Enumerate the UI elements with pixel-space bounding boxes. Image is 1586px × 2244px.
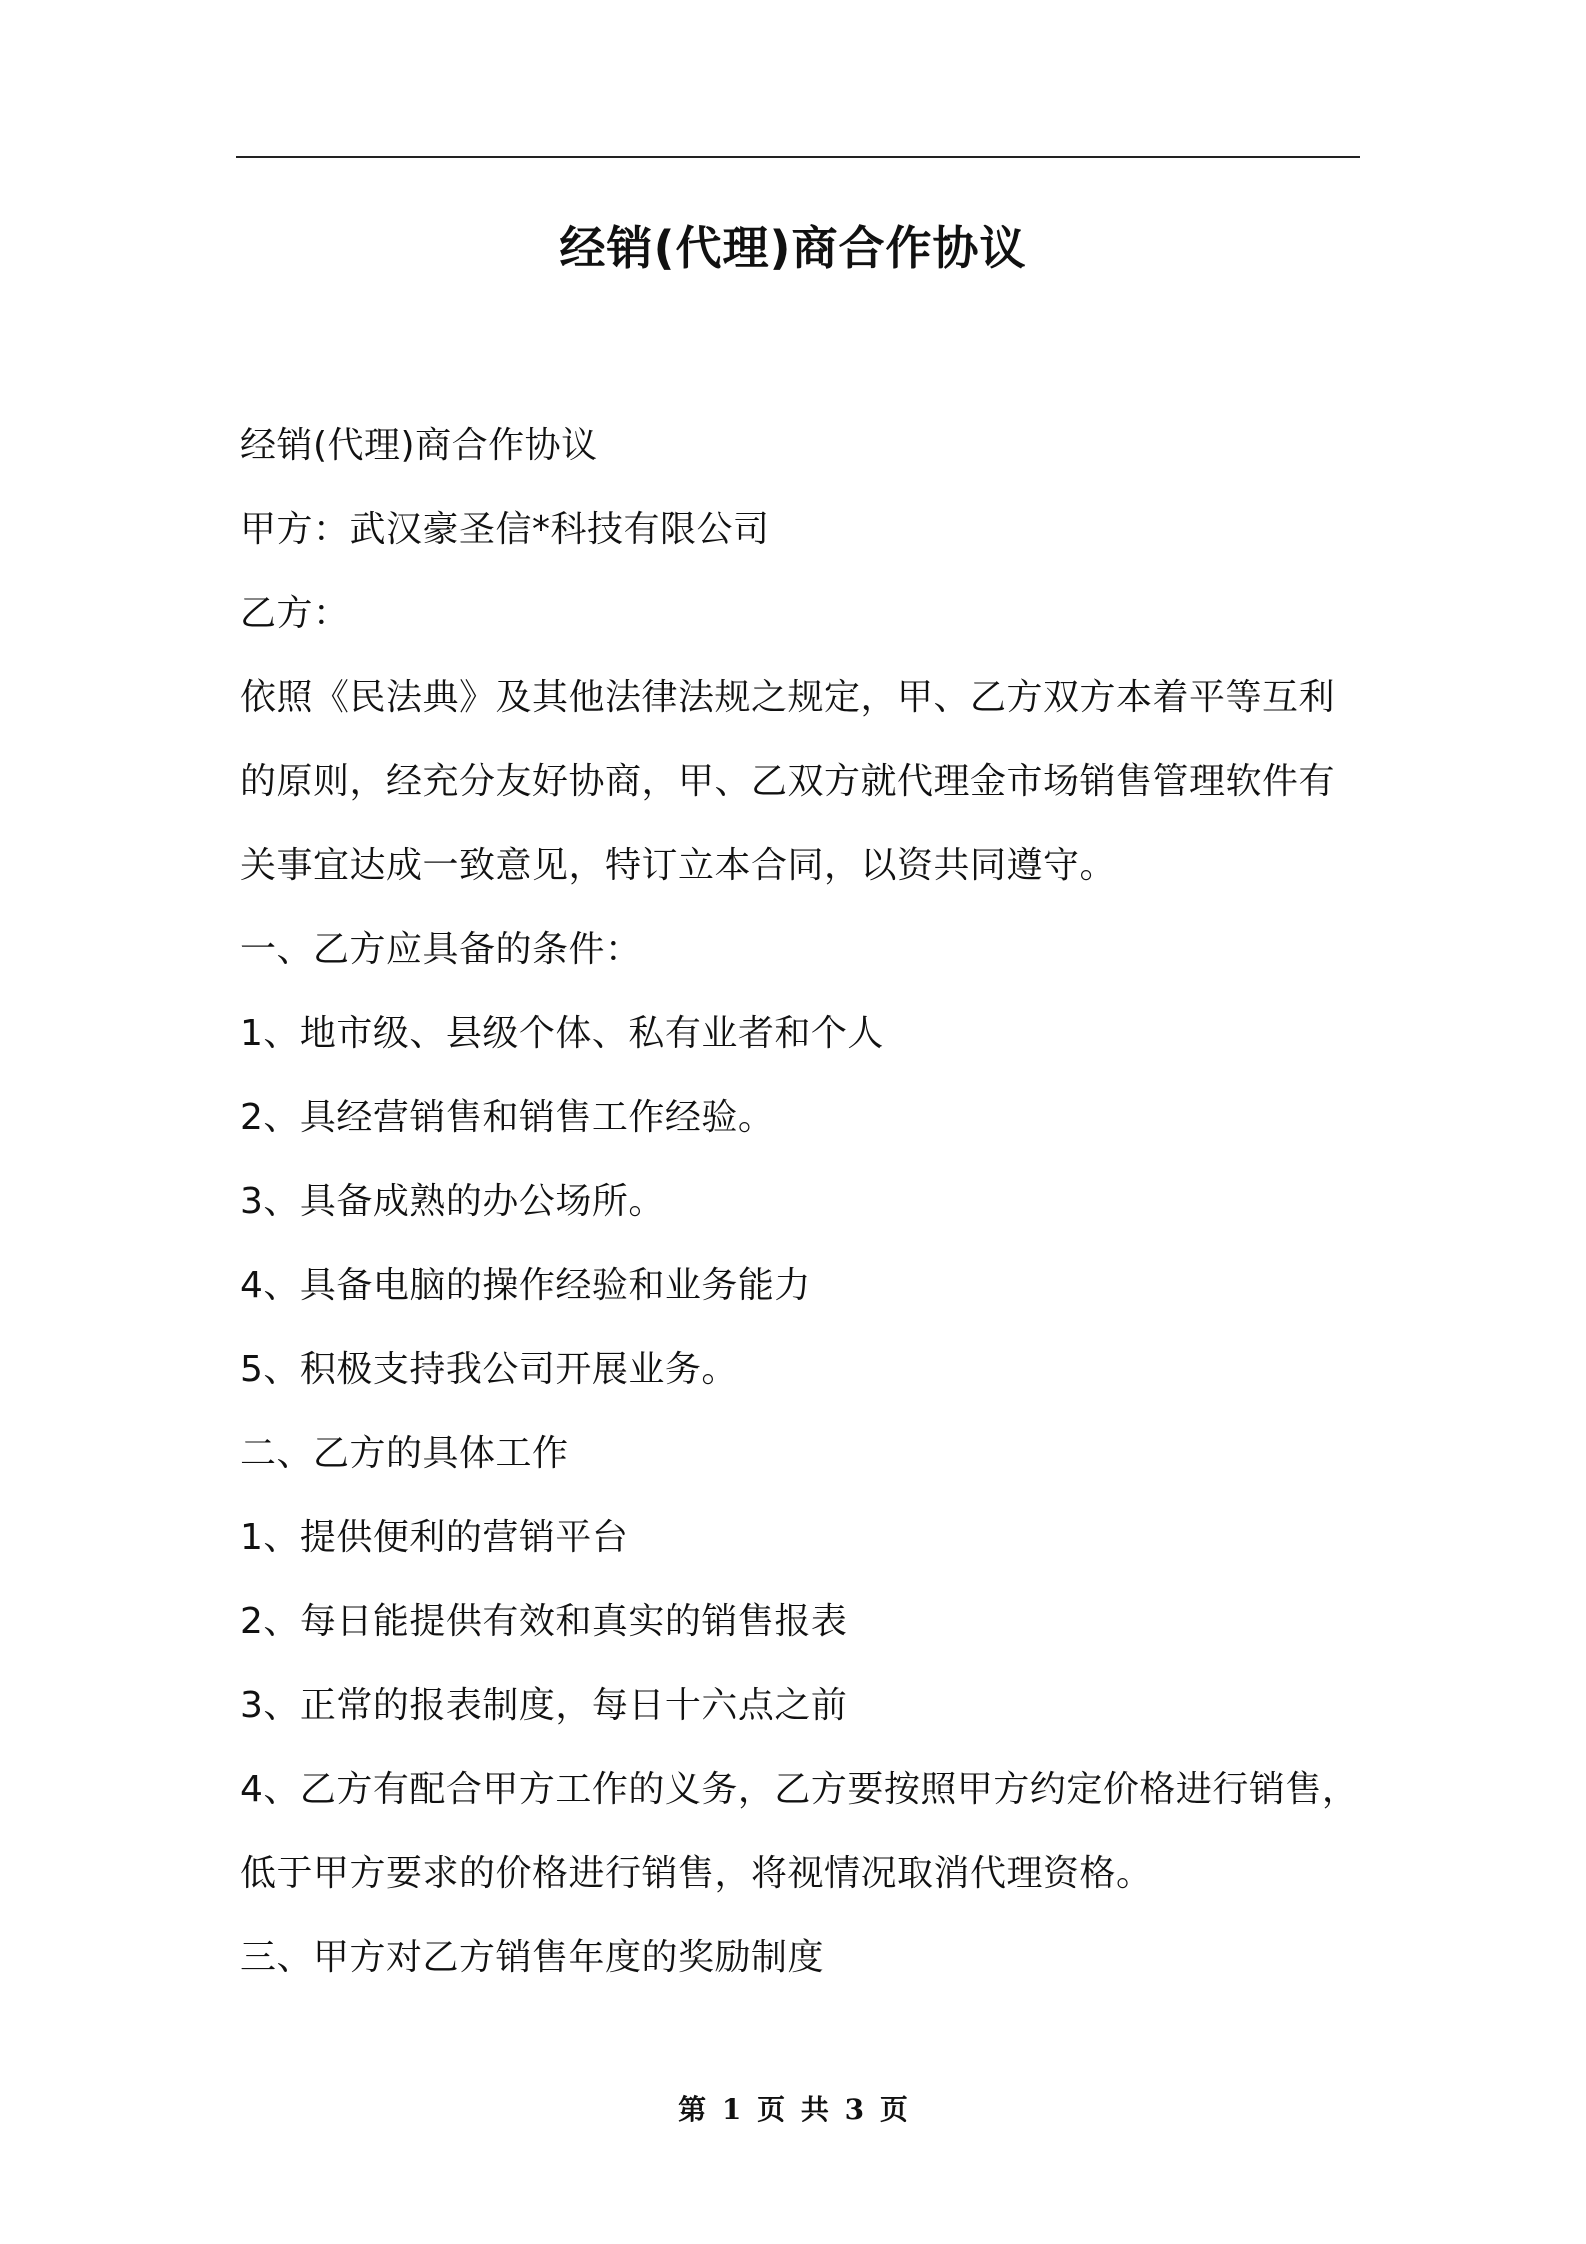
document-title: 经销(代理)商合作协议 (559, 221, 1027, 275)
body-line: 关事宜达成一致意见，特订立本合同，以资共同遵守。 (240, 845, 1117, 886)
list-item: 4、具备电脑的操作经验和业务能力 (240, 1265, 811, 1306)
document-body (240, 404, 1370, 2000)
page-footer: 第 1 页 共 3 页 (678, 2093, 908, 2126)
section-heading: 二、乙方的具体工作 (240, 1433, 569, 1474)
list-item: 3、正常的报表制度，每日十六点之前 (240, 1685, 848, 1726)
body-line: 乙方： (240, 593, 350, 634)
body-line: 依照《民法典》及其他法律法规之规定，甲、乙方双方本着平等互利 (240, 677, 1336, 718)
list-item: 5、积极支持我公司开展业务。 (240, 1349, 738, 1390)
section-heading: 三、甲方对乙方销售年度的奖励制度 (240, 1937, 825, 1978)
body-line: 经销(代理)商合作协议 (240, 425, 598, 466)
list-item: 2、每日能提供有效和真实的销售报表 (240, 1601, 848, 1642)
body-line: 低于甲方要求的价格进行销售，将视情况取消代理资格。 (240, 1853, 1153, 1894)
list-item: 4、乙方有配合甲方工作的义务，乙方要按照甲方约定价格进行销售， (240, 1769, 1359, 1810)
list-item: 3、具备成熟的办公场所。 (240, 1181, 665, 1222)
list-item: 1、地市级、县级个体、私有业者和个人 (240, 1013, 884, 1054)
header-rule (236, 156, 1360, 158)
list-item: 1、提供便利的营销平台 (240, 1517, 629, 1558)
body-line: 甲方：武汉豪圣信*科技有限公司 (240, 509, 770, 550)
body-line: 的原则，经充分友好协商，甲、乙双方就代理金市场销售管理软件有 (240, 761, 1336, 802)
section-heading: 一、乙方应具备的条件： (240, 929, 642, 970)
list-item: 2、具经营销售和销售工作经验。 (240, 1097, 775, 1138)
